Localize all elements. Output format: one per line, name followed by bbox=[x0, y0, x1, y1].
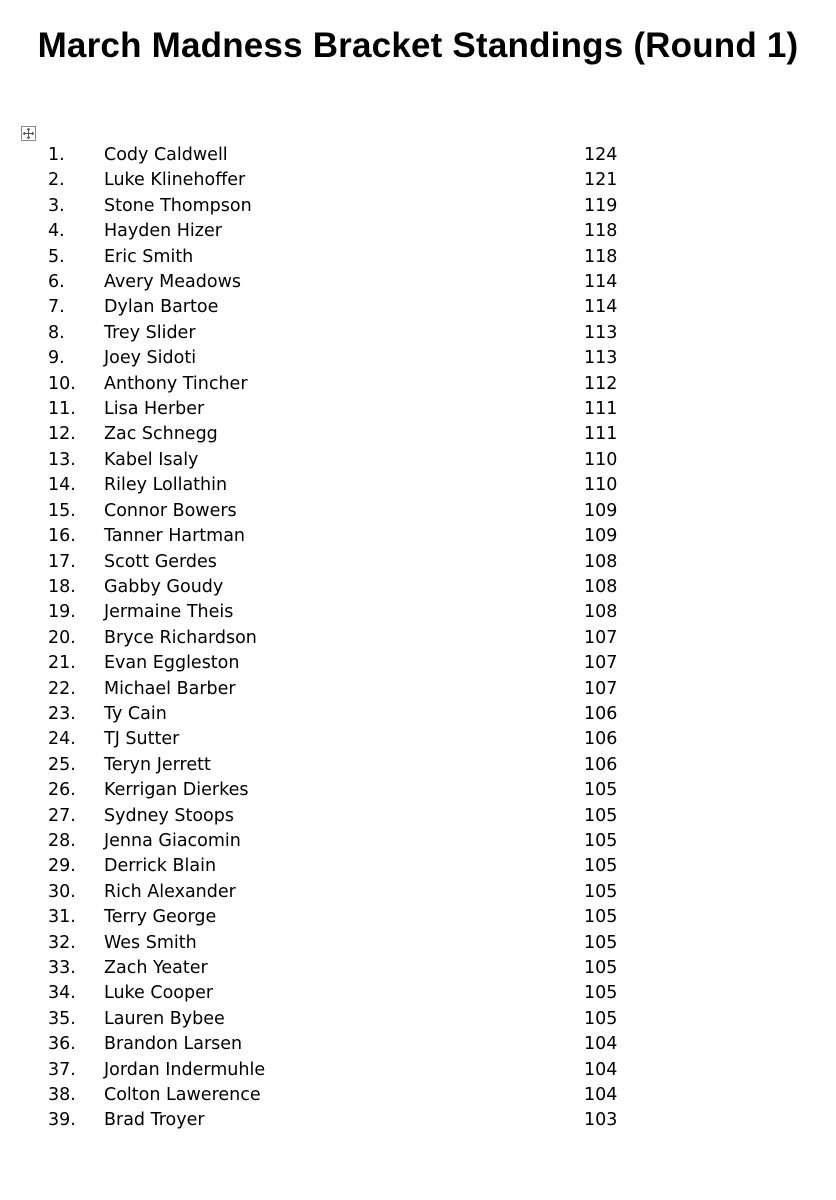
score-cell: 107 bbox=[584, 653, 618, 674]
score-cell: 113 bbox=[584, 322, 618, 343]
score-cell: 105 bbox=[584, 932, 618, 953]
table-row bbox=[48, 804, 648, 829]
table-row bbox=[48, 854, 648, 879]
rank-cell: 18. bbox=[48, 576, 76, 597]
name-cell: Jordan Indermuhle bbox=[104, 1059, 266, 1080]
table-row bbox=[48, 981, 648, 1006]
table-row bbox=[48, 1108, 648, 1133]
rank-cell: 11. bbox=[48, 399, 76, 420]
name-cell: Riley Lollathin bbox=[104, 475, 228, 496]
table-row bbox=[48, 194, 648, 219]
table-row bbox=[48, 727, 648, 752]
name-cell: Cody Caldwell bbox=[104, 145, 228, 165]
score-cell: 112 bbox=[584, 373, 618, 394]
table-row bbox=[48, 346, 648, 371]
name-cell: Brandon Larsen bbox=[104, 1034, 243, 1055]
table-row bbox=[48, 372, 648, 397]
rank-cell: 8. bbox=[48, 322, 65, 343]
score-cell: 108 bbox=[584, 551, 618, 572]
rank-cell: 20. bbox=[48, 627, 76, 648]
rank-cell: 32. bbox=[48, 932, 76, 953]
score-cell: 104 bbox=[584, 1085, 618, 1106]
table-row bbox=[48, 931, 648, 956]
table-row bbox=[48, 626, 648, 651]
table-row bbox=[48, 651, 648, 676]
score-cell: 105 bbox=[584, 907, 618, 928]
table-row bbox=[48, 600, 648, 625]
rank-cell: 28. bbox=[48, 830, 76, 851]
score-cell: 109 bbox=[584, 526, 618, 547]
rank-cell: 10. bbox=[48, 373, 76, 394]
name-cell: Kabel Isaly bbox=[104, 449, 199, 470]
name-cell: Luke Cooper bbox=[104, 983, 214, 1004]
rank-cell: 19. bbox=[48, 602, 76, 623]
rank-cell: 29. bbox=[48, 856, 76, 877]
table-row bbox=[48, 905, 648, 930]
name-cell: Colton Lawerence bbox=[104, 1085, 261, 1106]
table-row bbox=[48, 1007, 648, 1032]
name-cell: Teryn Jerrett bbox=[104, 754, 211, 775]
score-cell: 118 bbox=[584, 246, 618, 267]
table-row bbox=[48, 1032, 648, 1057]
score-cell: 119 bbox=[584, 195, 618, 216]
rank-cell: 26. bbox=[48, 780, 76, 801]
table-row bbox=[48, 219, 648, 244]
table-row bbox=[48, 880, 648, 905]
name-cell: Sydney Stoops bbox=[104, 805, 234, 826]
rank-cell: 23. bbox=[48, 703, 76, 724]
score-cell: 111 bbox=[584, 424, 618, 445]
name-cell: Lauren Bybee bbox=[104, 1008, 225, 1029]
page-title: March Madness Bracket Standings (Round 1) bbox=[37, 26, 799, 65]
rank-cell: 34. bbox=[48, 983, 76, 1004]
table-row bbox=[48, 295, 648, 320]
score-cell: 105 bbox=[584, 830, 618, 851]
rank-cell: 15. bbox=[48, 500, 76, 521]
score-cell: 111 bbox=[584, 399, 618, 420]
rank-cell: 16. bbox=[48, 526, 76, 547]
name-cell: Derrick Blain bbox=[104, 856, 217, 877]
rank-cell: 35. bbox=[48, 1008, 76, 1029]
name-cell: Luke Klinehoffer bbox=[104, 170, 246, 191]
standings-table-body bbox=[48, 143, 648, 1134]
table-row bbox=[48, 245, 648, 270]
score-cell: 108 bbox=[584, 576, 618, 597]
table-row bbox=[48, 524, 648, 549]
name-cell: TJ Sutter bbox=[104, 729, 180, 750]
rank-cell: 1. bbox=[48, 145, 65, 165]
name-cell: Jermaine Theis bbox=[104, 602, 234, 623]
table-row bbox=[48, 575, 648, 600]
table-row bbox=[48, 397, 648, 422]
table-row bbox=[48, 778, 648, 803]
rank-cell: 12. bbox=[48, 424, 76, 445]
rank-cell: 7. bbox=[48, 297, 65, 318]
score-cell: 105 bbox=[584, 958, 618, 978]
table-row bbox=[48, 702, 648, 727]
score-cell: 124 bbox=[584, 145, 618, 165]
name-cell: Evan Eggleston bbox=[104, 653, 240, 674]
score-cell: 105 bbox=[584, 805, 618, 826]
score-cell: 118 bbox=[584, 221, 618, 242]
rank-cell: 22. bbox=[48, 678, 76, 699]
table-move-handle[interactable] bbox=[21, 126, 36, 141]
standings-table bbox=[48, 143, 648, 1134]
score-cell: 114 bbox=[584, 272, 618, 293]
rank-cell: 21. bbox=[48, 653, 76, 674]
rank-cell: 39. bbox=[48, 1110, 76, 1131]
table-row bbox=[48, 473, 648, 498]
name-cell: Terry George bbox=[104, 907, 217, 928]
table-row bbox=[48, 677, 648, 702]
name-cell: Trey Slider bbox=[104, 322, 196, 343]
name-cell: Avery Meadows bbox=[104, 272, 242, 293]
name-cell: Zac Schnegg bbox=[104, 424, 218, 445]
table-row bbox=[48, 753, 648, 778]
score-cell: 121 bbox=[584, 170, 618, 191]
name-cell: Wes Smith bbox=[104, 932, 197, 953]
rank-cell: 6. bbox=[48, 272, 65, 293]
rank-cell: 4. bbox=[48, 221, 65, 242]
rank-cell: 17. bbox=[48, 551, 76, 572]
table-row bbox=[48, 448, 648, 473]
name-cell: Ty Cain bbox=[104, 703, 167, 724]
score-cell: 106 bbox=[584, 729, 618, 750]
table-row bbox=[48, 321, 648, 346]
score-cell: 114 bbox=[584, 297, 618, 318]
name-cell: Rich Alexander bbox=[104, 881, 236, 902]
score-cell: 110 bbox=[584, 475, 618, 496]
name-cell: Eric Smith bbox=[104, 246, 194, 267]
score-cell: 107 bbox=[584, 678, 618, 699]
score-cell: 105 bbox=[584, 881, 618, 902]
score-cell: 107 bbox=[584, 627, 618, 648]
score-cell: 108 bbox=[584, 602, 618, 623]
table-row bbox=[48, 1083, 648, 1108]
rank-cell: 37. bbox=[48, 1059, 76, 1080]
table-row bbox=[48, 550, 648, 575]
score-cell: 106 bbox=[584, 703, 618, 724]
rank-cell: 3. bbox=[48, 195, 65, 216]
name-cell: Kerrigan Dierkes bbox=[104, 780, 249, 801]
name-cell: Connor Bowers bbox=[104, 500, 237, 521]
name-cell: Lisa Herber bbox=[104, 399, 205, 420]
score-cell: 105 bbox=[584, 856, 618, 877]
table-row bbox=[48, 829, 648, 854]
table-row bbox=[48, 168, 648, 193]
name-cell: Michael Barber bbox=[104, 678, 236, 699]
score-cell: 105 bbox=[584, 983, 618, 1004]
name-cell: Joey Sidoti bbox=[104, 348, 197, 369]
rank-cell: 14. bbox=[48, 475, 76, 496]
rank-cell: 25. bbox=[48, 754, 76, 775]
score-cell: 110 bbox=[584, 449, 618, 470]
score-cell: 104 bbox=[584, 1059, 618, 1080]
rank-cell: 5. bbox=[48, 246, 65, 267]
table-row bbox=[48, 143, 648, 168]
score-cell: 109 bbox=[584, 500, 618, 521]
name-cell: Scott Gerdes bbox=[104, 551, 217, 572]
name-cell: Anthony Tincher bbox=[104, 373, 248, 394]
name-cell: Brad Troyer bbox=[104, 1110, 205, 1131]
table-row bbox=[48, 1058, 648, 1083]
name-cell: Dylan Bartoe bbox=[104, 297, 219, 318]
rank-cell: 30. bbox=[48, 881, 76, 902]
table-row bbox=[48, 270, 648, 295]
table-row bbox=[48, 956, 648, 981]
move-arrows-icon bbox=[22, 127, 35, 140]
rank-cell: 13. bbox=[48, 449, 76, 470]
name-cell: Hayden Hizer bbox=[104, 221, 222, 242]
rank-cell: 38. bbox=[48, 1085, 76, 1106]
score-cell: 105 bbox=[584, 780, 618, 801]
rank-cell: 24. bbox=[48, 729, 76, 750]
score-cell: 113 bbox=[584, 348, 618, 369]
name-cell: Jenna Giacomin bbox=[104, 830, 241, 851]
rank-cell: 31. bbox=[48, 907, 76, 928]
name-cell: Bryce Richardson bbox=[104, 627, 257, 648]
rank-cell: 2. bbox=[48, 170, 65, 191]
name-cell: Tanner Hartman bbox=[104, 526, 246, 547]
rank-cell: 36. bbox=[48, 1034, 76, 1055]
rank-cell: 27. bbox=[48, 805, 76, 826]
rank-cell: 9. bbox=[48, 348, 65, 369]
table-row bbox=[48, 499, 648, 524]
score-cell: 103 bbox=[584, 1110, 618, 1131]
table-row bbox=[48, 422, 648, 447]
rank-cell: 33. bbox=[48, 958, 76, 978]
score-cell: 105 bbox=[584, 1008, 618, 1029]
name-cell: Zach Yeater bbox=[104, 958, 208, 978]
score-cell: 106 bbox=[584, 754, 618, 775]
name-cell: Stone Thompson bbox=[104, 195, 252, 216]
name-cell: Gabby Goudy bbox=[104, 576, 224, 597]
score-cell: 104 bbox=[584, 1034, 618, 1055]
